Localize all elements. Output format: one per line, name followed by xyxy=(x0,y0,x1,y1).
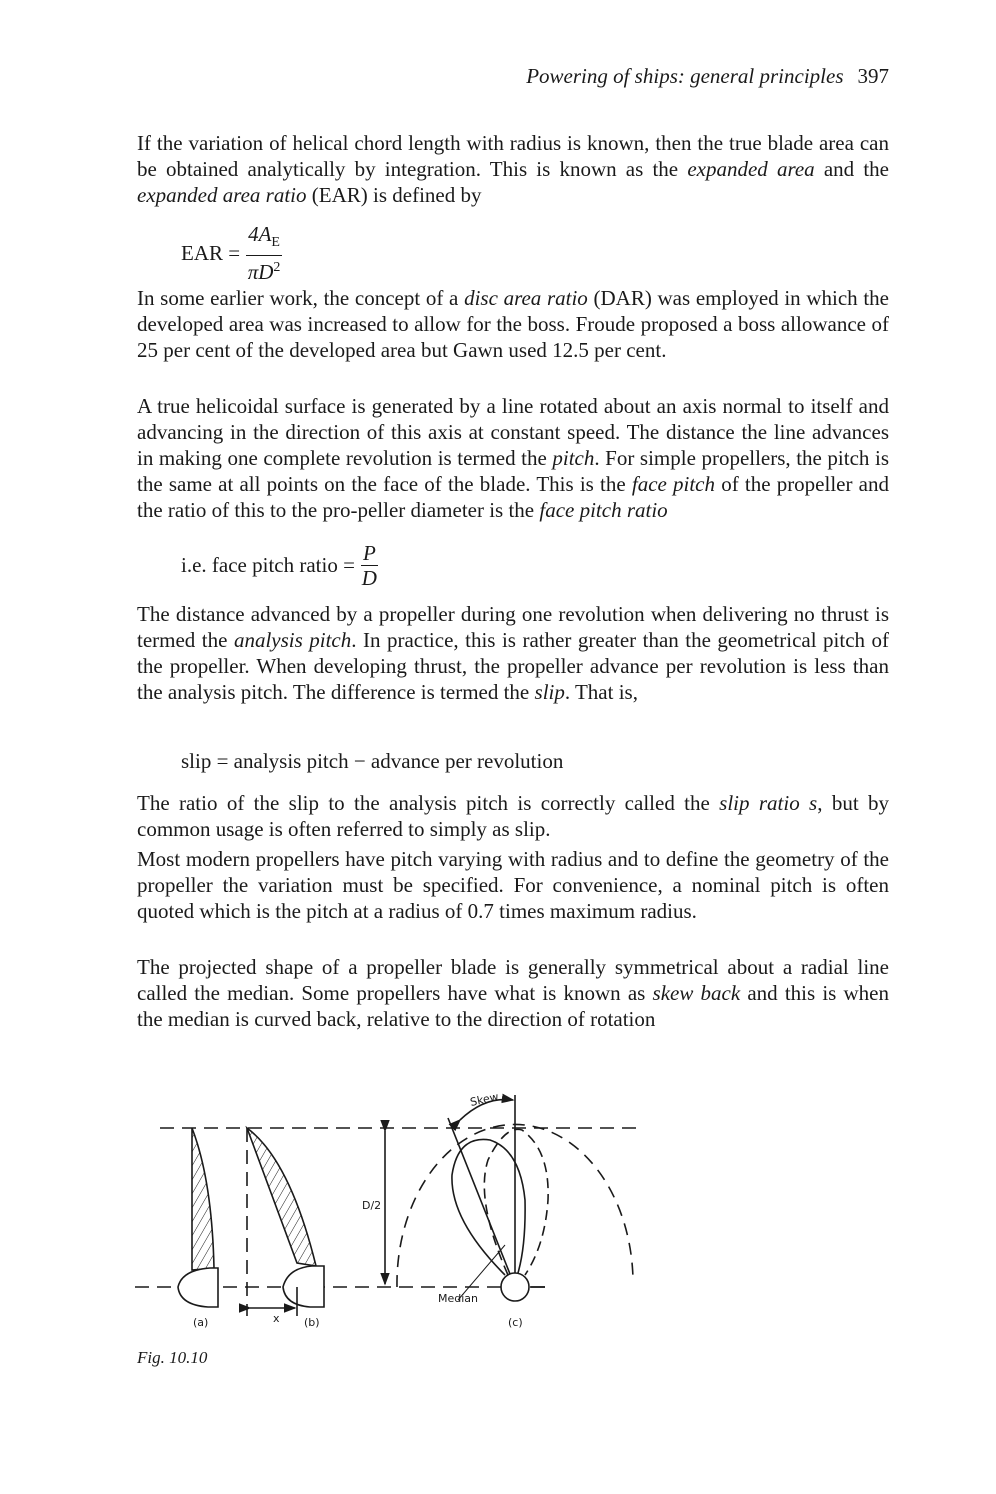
subscript: E xyxy=(271,235,280,251)
italic-term: slip xyxy=(534,680,565,704)
italic-term: disc area ratio xyxy=(464,286,588,310)
text-run: The ratio of the slip to the analysis pitch is correctly called the xyxy=(137,791,720,815)
page-number: 397 xyxy=(857,64,889,88)
text-run: Most modern propellers have pitch varying with radius and to define the geometry of the propeller the variation must be specified. For convenience, a nominal pitch is often quoted which is the pitch at a radius of 0.7 times maximum radius. xyxy=(137,847,889,923)
label-skew: Skew xyxy=(468,1090,500,1109)
label-c: (c) xyxy=(508,1316,523,1329)
text-run: and the xyxy=(814,157,889,181)
formula-lhs: EAR = xyxy=(181,240,241,265)
italic-term: expanded area ratio xyxy=(137,183,307,207)
text-run: . That is, xyxy=(564,680,638,704)
text-run: (EAR) is defined by xyxy=(306,183,482,207)
italic-term: analysis pitch xyxy=(233,628,352,652)
hub-b xyxy=(283,1266,324,1307)
italic-term: slip ratio s xyxy=(719,791,818,815)
blade-a xyxy=(192,1128,214,1270)
numerator: 4A xyxy=(248,222,272,246)
text-run: In some earlier work, the concept of a xyxy=(137,286,465,310)
italic-term: skew back xyxy=(652,981,741,1005)
hub-a xyxy=(178,1268,218,1307)
label-median: Median xyxy=(438,1292,479,1305)
formula-text: slip = analysis pitch − advance per revolution xyxy=(181,749,564,773)
text-run: , but by common usage is often referred to simply as slip. xyxy=(137,791,889,841)
text-run: If the variation of helical chord length with radius is known, then the true blade area can be obtained analytically by integration. This is known as the xyxy=(137,131,889,181)
text-run: . For simple propellers, the pitch is the same at all points on the face of the blade. This is the xyxy=(137,446,889,496)
label-a: (a) xyxy=(193,1316,209,1329)
denominator: πD xyxy=(247,260,274,285)
label-d2: D/2 xyxy=(362,1199,382,1212)
italic-term: face pitch ratio xyxy=(539,498,668,522)
italic-term: pitch xyxy=(552,446,595,470)
text-run: The distance advanced by a propeller during one revolution when delivering no thrust is termed the xyxy=(137,602,889,652)
text-run: A true helicoidal surface is generated by a line rotated about an axis normal to itself and advancing in the direction of this axis at constant speed. The distance the line advances in making one complete revolution is termed the xyxy=(137,394,889,470)
label-b: (b) xyxy=(304,1316,320,1329)
formula-lhs: i.e. face pitch ratio = xyxy=(181,553,355,577)
text-run: . In practice, this is rather greater than the geometrical pitch of the propeller. When developing thrust, the propeller advance per revolution is less than the analysis pitch. The difference is termed the xyxy=(137,628,889,704)
text-run: The projected shape of a propeller blade is generally symmetrical about a radial line called the median. Some propellers have what is known as xyxy=(137,955,889,1005)
hub-c xyxy=(501,1273,529,1301)
label-x: x xyxy=(273,1312,280,1325)
superscript: 2 xyxy=(273,260,281,276)
symmetric-blade xyxy=(484,1129,548,1275)
text-run: (DAR) was employed in which the developed area was increased to allow for the boss. Froude proposed a boss allowance of 25 per cent of the developed area but Gawn used 12.5 per cent. xyxy=(137,286,889,362)
text-run: and this is when the median is curved back, relative to the direction of rotation xyxy=(137,981,890,1031)
italic-term: face pitch xyxy=(631,472,716,496)
running-title: Powering of ships: general principles xyxy=(526,64,844,88)
numerator: P xyxy=(362,541,376,565)
text-run: of the propeller and the ratio of this to the pro-peller diameter is the xyxy=(137,472,889,522)
blade-b xyxy=(247,1128,316,1266)
denominator: D xyxy=(361,566,377,590)
figure-caption: Fig. 10.10 xyxy=(137,1348,208,1367)
italic-term: expanded area xyxy=(687,157,815,181)
